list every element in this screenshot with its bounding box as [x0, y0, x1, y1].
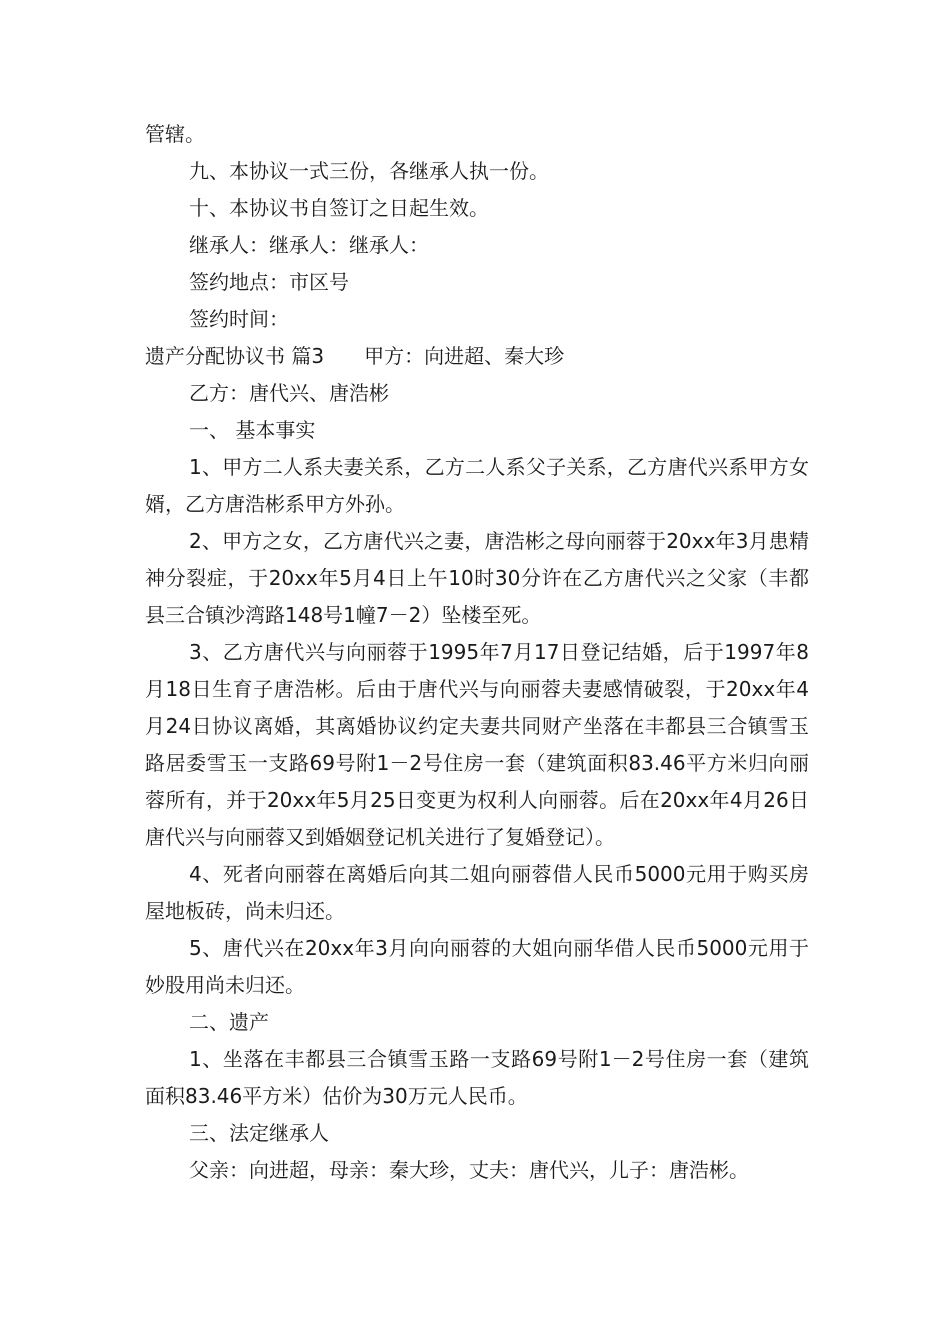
paragraph-signing-place: 签约地点：市区号: [189, 270, 349, 294]
heading-basic-facts: 一、 基本事实: [189, 418, 316, 442]
paragraph-fact-1: 1、甲方二人系夫妻关系，乙方二人系父子关系，乙方唐代兴系甲方女婿，乙方唐浩彬系甲方外孙。: [145, 455, 809, 516]
paragraph-fact-5: 5、唐代兴在20xx年3月向向丽蓉的大姐向丽华借人民币5000元用于妙股用尚未归还。: [145, 936, 809, 997]
heading-legal-heirs: 三、法定继承人: [189, 1121, 329, 1145]
paragraph-signing-time: 签约时间：: [189, 307, 289, 331]
paragraph-estate-1: 1、坐落在丰都县三合镇雪玉路一支路69号附1－2号住房一套（建筑面积83.46平方米）估价为30万元人民币。: [145, 1047, 809, 1108]
paragraph-party-b: 乙方：唐代兴、唐浩彬: [189, 381, 389, 405]
paragraph-fact-2: 2、甲方之女，乙方唐代兴之妻，唐浩彬之母向丽蓉于20xx年3月患精神分裂症，于20xx年5月4日上午10时30分许在乙方唐代兴之父家（丰都县三合镇沙湾路148号1幢7－2）坠楼至死。: [145, 529, 809, 627]
paragraph-fact-3: 3、乙方唐代兴与向丽蓉于1995年7月17日登记结婚，后于1997年8月18日生育子唐浩彬。后由于唐代兴与向丽蓉夫妻感情破裂，于20xx年4月24日协议离婚，其离婚协议约定夫妻共同财产坐落在丰都县三合镇雪玉路居委雪玉一支路69号附1－2号住房一套（建筑面积83.46平方米归向丽蓉所有，并于20xx年5月25日变更为权利人向丽蓉。后在20xx年4月26日唐代兴与向丽蓉又到婚姻登记机关进行了复婚登记）。: [145, 640, 809, 849]
paragraph-jurisdiction-tail: 管辖。: [145, 122, 205, 146]
paragraph-fact-4: 4、死者向丽蓉在离婚后向其二姐向丽蓉借人民币5000元用于购买房屋地板砖，尚未归还。: [145, 862, 809, 923]
paragraph-heirs-signature: 继承人：继承人：继承人：: [189, 233, 429, 257]
paragraph-legal-heirs: 父亲：向进超，母亲：秦大珍，丈夫：唐代兴，儿子：唐浩彬。: [189, 1158, 749, 1182]
section-title-party-a: 遗产分配协议书 篇3 甲方：向进超、秦大珍: [145, 344, 565, 368]
heading-estate: 二、遗产: [189, 1010, 269, 1034]
document-page: [145, 116, 809, 1189]
paragraph-clause-ten: 十、本协议书自签订之日起生效。: [189, 196, 489, 220]
paragraph-clause-nine: 九、本协议一式三份，各继承人执一份。: [189, 159, 549, 183]
